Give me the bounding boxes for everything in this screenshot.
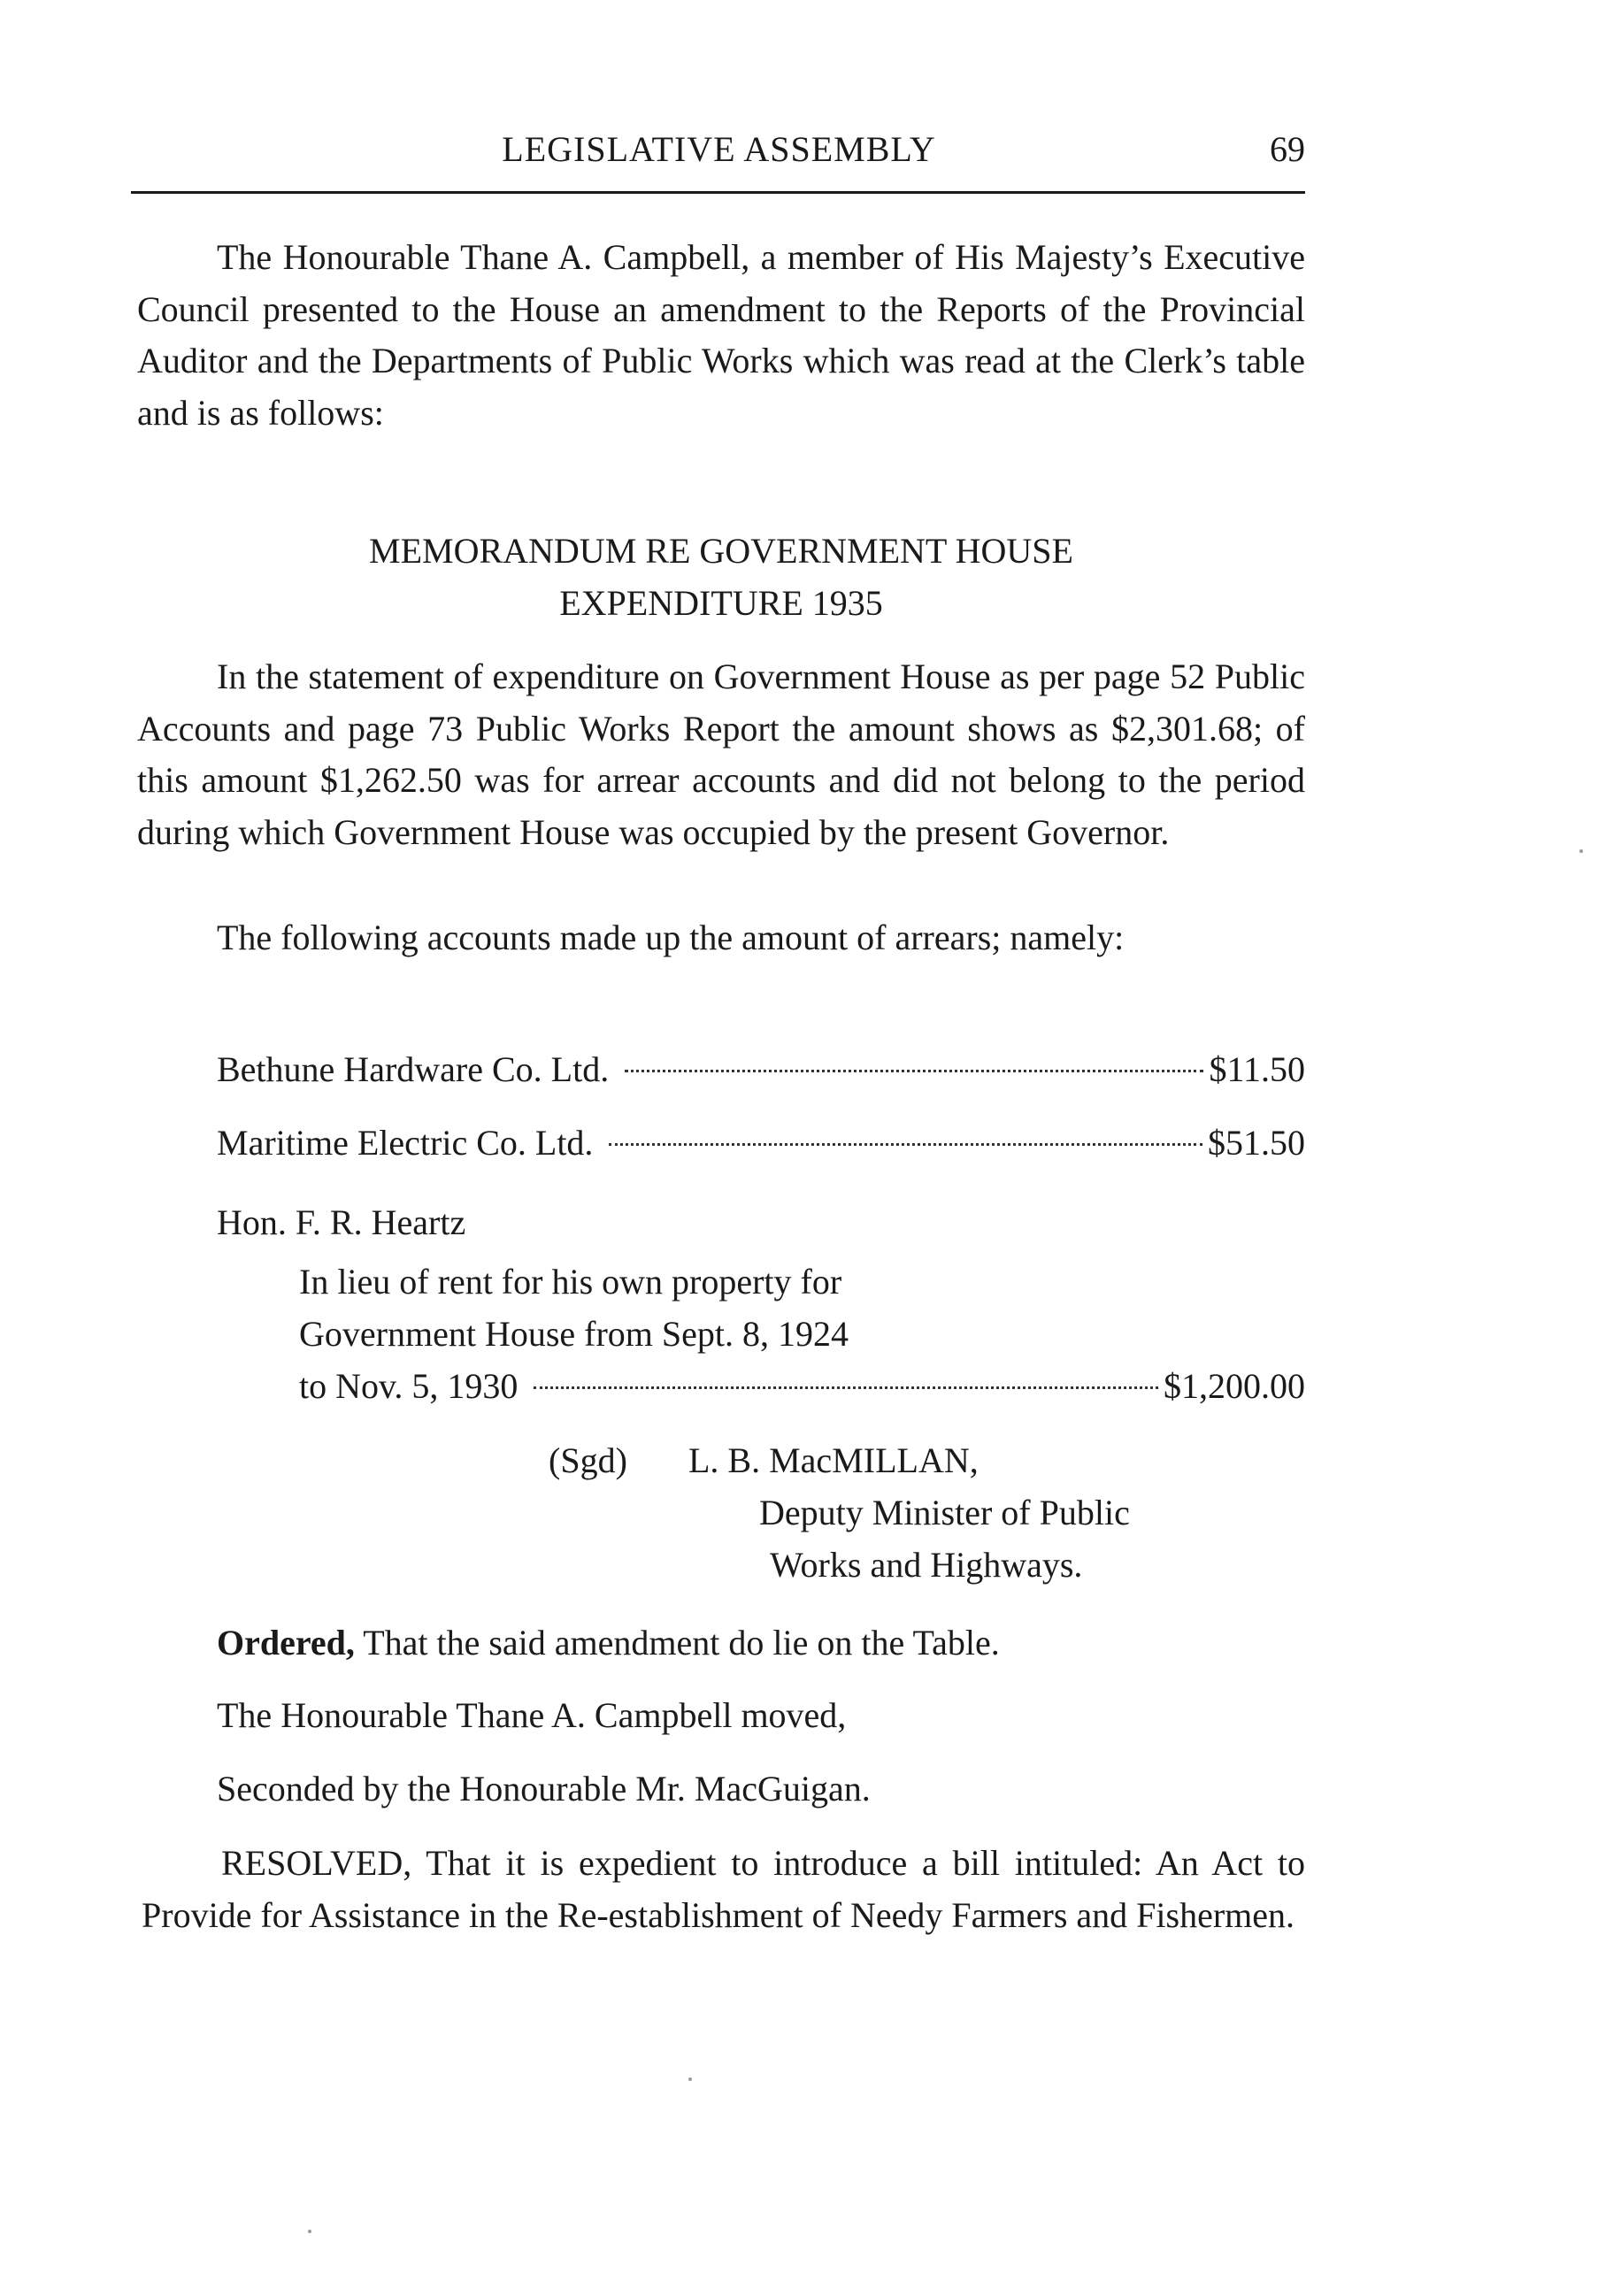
ordered-line xyxy=(217,1617,1000,1670)
paper-speck xyxy=(308,2230,311,2233)
moved-line: The Honourable Thane A. Campbell moved, xyxy=(217,1695,847,1735)
ordered-text: That the said amendment do lie on the Table. xyxy=(363,1623,1000,1662)
account-row xyxy=(217,1044,1305,1096)
heartz-detail-line-2: Government House from Sept. 8, 1924 xyxy=(299,1314,849,1354)
account-amount: $1,200.00 xyxy=(1164,1366,1305,1406)
paragraph-arrears: The following accounts made up the amount of arrears; namely: xyxy=(217,918,1125,957)
paper-speck xyxy=(1579,849,1583,853)
account-name: Bethune Hardware Co. Ltd. xyxy=(217,1049,610,1089)
paragraph-resolved: RESOLVED, That it is expedient to introduce a bill intituled: An Act to Provide for Assistance in the Re-establishment of Needy Farmers and Fishermen. xyxy=(142,1843,1305,1935)
seconded-line: Seconded by the Honourable Mr. MacGuigan. xyxy=(217,1769,871,1808)
account-name-heartz: Hon. F. R. Heartz xyxy=(217,1202,466,1242)
paper-speck xyxy=(688,2077,692,2081)
paragraph-statement: In the statement of expenditure on Government House as per page 52 Public Accounts and page 73 Public Works Report the amount shows as $2,301.68; of this amount $1,262.50 was for arrear accounts and did not belong to the period during which Government House was occupied by the present Governor. xyxy=(137,657,1305,852)
memo-title-line-2: EXPENDITURE 1935 xyxy=(559,582,883,623)
page-header xyxy=(133,124,1305,177)
dot-leader xyxy=(534,1386,1158,1389)
signature-sgd: (Sgd) xyxy=(549,1440,627,1480)
account-amount: $11.50 xyxy=(1209,1049,1305,1089)
signature-name: L. B. MacMILLAN, xyxy=(688,1440,979,1480)
running-head: LEGISLATIVE ASSEMBLY xyxy=(502,129,936,169)
page-number: 69 xyxy=(1270,129,1305,169)
ordered-label: Ordered, xyxy=(217,1623,355,1662)
dot-leader xyxy=(609,1143,1202,1146)
paragraph-amendment: The Honourable Thane A. Campbell, a member of His Majesty’s Executive Council presented to the House an amendment to the Reports of the Provincial Auditor and the Departments of Public Works which was read at the Clerk’s table and is as follows: xyxy=(137,237,1305,433)
account-row xyxy=(217,1117,1305,1170)
signature-title-line-2: Works and Highways. xyxy=(770,1545,1083,1585)
account-row-heartz xyxy=(299,1361,1305,1413)
heartz-detail-line-1: In lieu of rent for his own property for xyxy=(299,1262,842,1302)
signature-title-line-1: Deputy Minister of Public xyxy=(759,1493,1130,1532)
heartz-detail-line-3: to Nov. 5, 1930 xyxy=(299,1366,519,1406)
memo-title-line-1: MEMORANDUM RE GOVERNMENT HOUSE xyxy=(369,531,1073,571)
account-amount: $51.50 xyxy=(1208,1123,1305,1163)
account-name: Maritime Electric Co. Ltd. xyxy=(217,1123,594,1163)
memo-title xyxy=(137,526,1305,629)
dot-leader xyxy=(625,1070,1203,1072)
header-rule xyxy=(131,191,1305,194)
